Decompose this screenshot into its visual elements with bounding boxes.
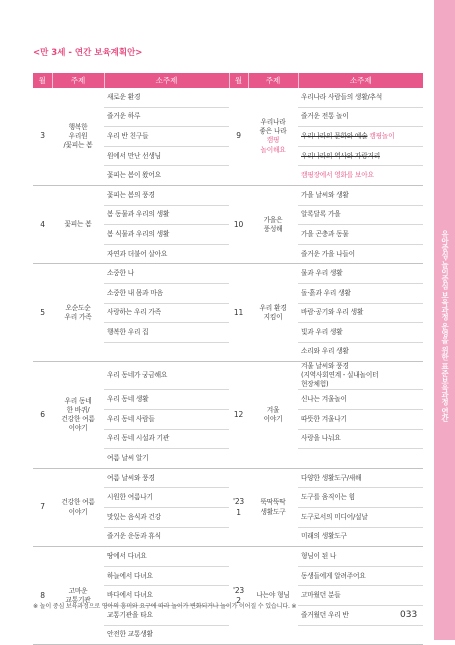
month-cell: 3	[33, 88, 52, 185]
subtheme-cell: 우리 동네 사람들	[104, 410, 229, 430]
theme-cell-2: 우리나라 좋은 나라 캠핑 놀이해요	[248, 88, 298, 185]
table-body	[33, 88, 423, 645]
month-cell-2: 11	[229, 264, 248, 362]
subtheme-cell-2	[298, 449, 423, 469]
subtheme-cell: 여름 날씨와 풍경	[104, 468, 229, 488]
theme-cell: 우리 동네 한 바퀴/ 건강한 여름 이야기	[52, 362, 104, 469]
side-caption	[437, 230, 453, 440]
month-cell: 7	[33, 468, 52, 546]
subtheme-cell-2: 신나는 겨울놀이	[298, 390, 423, 410]
header-subtheme-2: 소주제	[298, 73, 423, 88]
header-month: 월	[33, 73, 52, 88]
subtheme-cell: 꽃피는 봄이 왔어요	[104, 166, 229, 186]
month-cell: 4	[33, 185, 52, 263]
table-row	[33, 185, 423, 205]
subtheme-cell-2: 돌·흙과 우리 생활	[298, 283, 423, 303]
subtheme-cell-2: 빛과 우리 생활	[298, 323, 423, 343]
month-cell-2: 12	[229, 362, 248, 469]
subtheme-cell-2: 다양한 생활도구/새해	[298, 468, 423, 488]
subtheme-cell: 우리 동네가 궁금해요	[104, 362, 229, 390]
subtheme-cell-2: 캠핑장에서 영화를 보아요	[298, 166, 423, 186]
subtheme-cell: 바다에서 다녀요	[104, 586, 229, 606]
theme-cell-2: 가을은 풍성해	[248, 185, 298, 263]
theme-cell-2: 뚝딱뚝딱 생활도구	[248, 468, 298, 546]
subtheme-cell-2: 가을 곤충과 동물	[298, 225, 423, 245]
subtheme-cell: 사랑하는 우리 가족	[104, 303, 229, 323]
subtheme-cell: 즐거운 하루	[104, 107, 229, 127]
plan-table	[33, 73, 423, 645]
month-cell: 6	[33, 362, 52, 469]
table-row	[33, 88, 423, 107]
subtheme-cell: 여름 날씨 알기	[104, 449, 229, 469]
subtheme-cell-2: 고마웠던 분들	[298, 586, 423, 606]
subtheme-cell: 하늘에서 다녀요	[104, 566, 229, 586]
subtheme-cell: 봄 동물과 우리의 생활	[104, 205, 229, 225]
subtheme-cell: 소중한 내 몸과 마음	[104, 283, 229, 303]
subtheme-cell-2: 사랑을 나눠요	[298, 429, 423, 449]
header-theme-2: 주제	[248, 73, 298, 88]
subtheme-cell-2: 도구를 움직이는 힘	[298, 488, 423, 508]
subtheme-cell-2: 바람·공기와 우리 생활	[298, 303, 423, 323]
subtheme-cell-2: 물과 우리 생활	[298, 264, 423, 284]
month-cell-2: 10	[229, 185, 248, 263]
subtheme-cell: 행복한 우리 집	[104, 323, 229, 343]
page-title: <만 3세 - 연간 보육계획안>	[33, 48, 143, 58]
subtheme-cell-2: 즐거운 전통 놀이	[298, 107, 423, 127]
month-cell: 8	[33, 547, 52, 645]
header-month-2: 월	[229, 73, 248, 88]
subtheme-cell-2: 즐거웠던 우리 반	[298, 605, 423, 625]
theme-cell: 오순도순 우리 가족	[52, 264, 104, 362]
subtheme-cell: 자연과 더불어 살아요	[104, 244, 229, 264]
theme-cell: 건강한 여름 이야기	[52, 468, 104, 546]
subtheme-cell-2: 따뜻한 겨울나기	[298, 410, 423, 430]
side-caption-line-1: 유아중심·놀이중심 보육과정 운영을 위한 표준보육과정 연간	[441, 230, 450, 422]
month-cell: 5	[33, 264, 52, 362]
subtheme-cell-2	[298, 625, 423, 645]
subtheme-cell: 원에서 만난 선생님	[104, 146, 229, 166]
subtheme-cell: 우리 동네 생활	[104, 390, 229, 410]
theme-cell-2: 나는야 형님	[248, 547, 298, 645]
subtheme-cell-2: 소리와 우리 생활	[298, 342, 423, 362]
camping-theme-label: 캠핑 놀이해요	[260, 136, 286, 154]
subtheme-cell: 소중한 나	[104, 264, 229, 284]
subtheme-cell-2: 우리나라 사람들의 생활/추석	[298, 88, 423, 107]
subtheme-cell-2: 가을 날씨와 생활	[298, 185, 423, 205]
page-number: 033	[400, 610, 418, 620]
month-cell-2: 9	[229, 88, 248, 185]
table-row	[33, 362, 423, 390]
header-theme: 주제	[52, 73, 104, 88]
subtheme-cell: 즐거운 운동과 휴식	[104, 527, 229, 547]
subtheme-cell-2: 즐거운 가을 나들이	[298, 244, 423, 264]
subtheme-cell: 맛있는 음식과 건강	[104, 508, 229, 528]
theme-cell-2: 겨울 이야기	[248, 362, 298, 469]
theme-cell: 고마운 교통기관	[52, 547, 104, 645]
header-subtheme: 소주제	[104, 73, 229, 88]
table-row	[33, 547, 423, 567]
subtheme-cell: 시원한 여름나기	[104, 488, 229, 508]
subtheme-cell: 새로운 환경	[104, 88, 229, 107]
subtheme-cell-2: 우리나라의 역사와 자랑거리	[298, 146, 423, 166]
subtheme-cell-2: 동생들에게 알려주어요	[298, 566, 423, 586]
subtheme-cell: 교통기관을 타요	[104, 605, 229, 625]
subtheme-cell: 우리 동네 시설과 기관	[104, 429, 229, 449]
month-cell-2: '23 2	[229, 547, 248, 645]
header-row	[33, 73, 423, 88]
table-row	[33, 264, 423, 284]
footnote: ※ 놀이 중심 보육과정으로 영아의 흥미와 요구에 따라 놀이가 변화되거나 놀이가 이어질 수 있습니다. ※	[33, 603, 297, 610]
subtheme-cell: 우리 반 친구들	[104, 127, 229, 147]
subtheme-cell: 봄 식물과 우리의 생활	[104, 225, 229, 245]
subtheme-cell: 꽃피는 봄의 풍경	[104, 185, 229, 205]
subtheme-cell-2: 형님이 된 나	[298, 547, 423, 567]
month-cell-2: '23 1	[229, 468, 248, 546]
theme-cell: 꽃피는 봄	[52, 185, 104, 263]
subtheme-cell	[104, 342, 229, 362]
subtheme-cell: 안전한 교통생활	[104, 625, 229, 645]
subtheme-cell-2: 알록달록 가을	[298, 205, 423, 225]
subtheme-cell-2: 겨울 날씨와 풍경 (지역사회연계 - 실내놀이터 현장체험)	[298, 362, 423, 390]
subtheme-cell: 땅에서 다녀요	[104, 547, 229, 567]
table-row	[33, 468, 423, 488]
theme-cell-2: 우리 환경 지킴이	[248, 264, 298, 362]
subtheme-cell-2: 우리나라의 문화와 예술 캠핑놀이	[298, 127, 423, 147]
subtheme-cell-2: 미래의 생활도구	[298, 527, 423, 547]
theme-cell: 행복한 우리원 /꽃피는 봄	[52, 88, 104, 185]
subtheme-cell-2: 도구로서의 미디어/설날	[298, 508, 423, 528]
